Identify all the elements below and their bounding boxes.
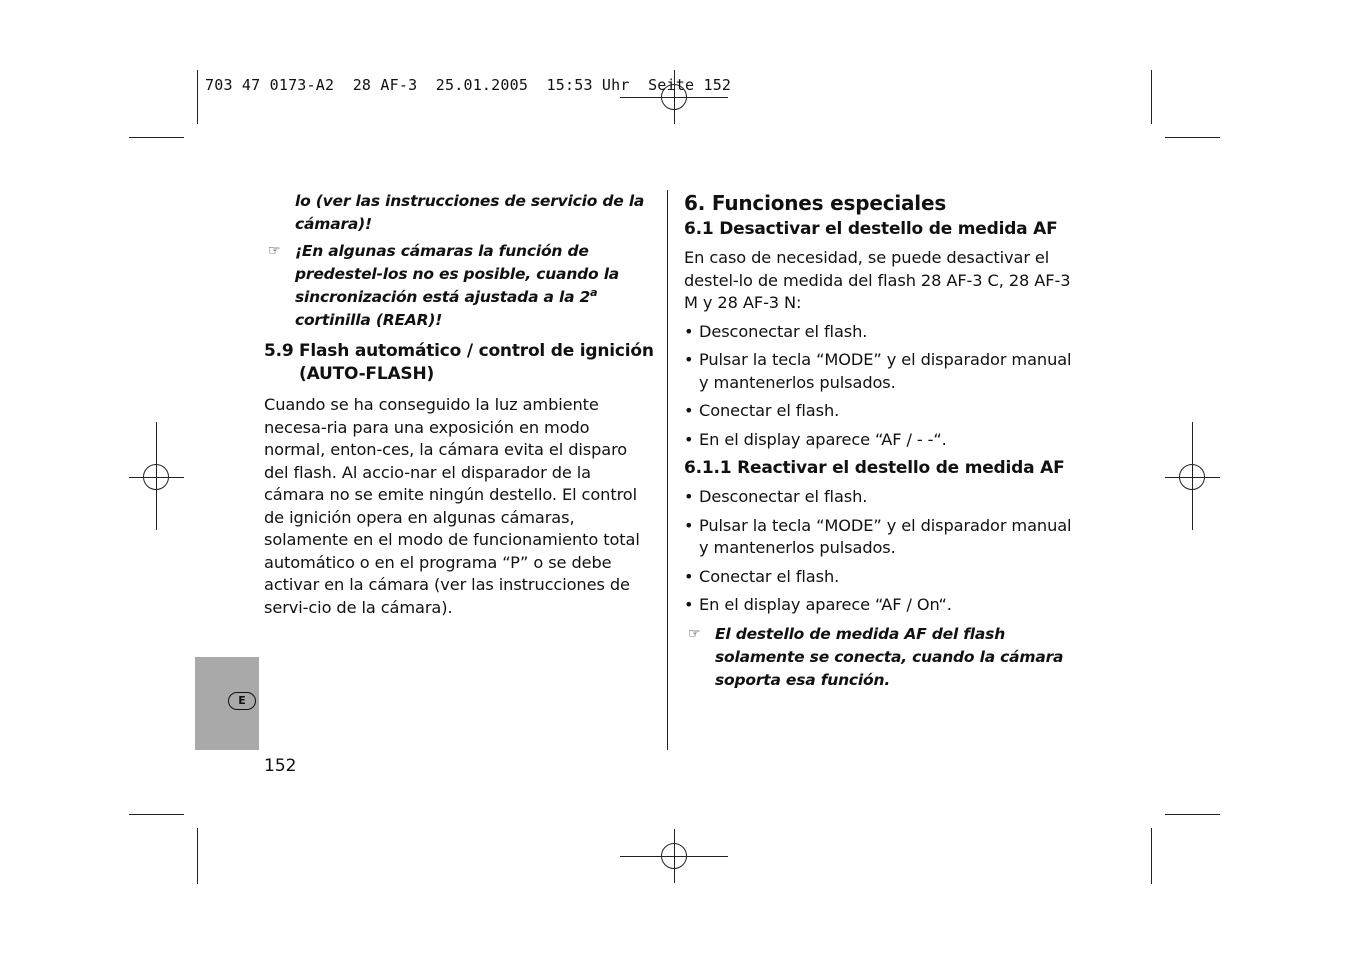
list-item: • Pulsar la tecla “MODE” y el disparador manual y mantenerlos pulsados.: [684, 350, 1072, 392]
left-column: [264, 190, 654, 619]
list-item: • En el display aparece “AF / On“.: [684, 595, 952, 614]
column-divider: [667, 190, 668, 750]
list-item: • Desconectar el flash.: [684, 321, 868, 341]
page-number: 152: [264, 756, 297, 776]
registration-circle: [143, 464, 169, 490]
note-predestellos: [264, 240, 654, 332]
crop-mark: [129, 814, 184, 815]
crop-mark: [1151, 828, 1152, 884]
note-continuation: lo (ver las instrucciones de servicio de la cámara)!: [295, 192, 645, 233]
section-number: 5.9: [264, 341, 294, 361]
right-column: [684, 190, 1074, 692]
chapter-heading: 6. Funciones especiales: [684, 191, 947, 215]
registration-circle: [1179, 464, 1205, 490]
intro-paragraph: En caso de necesidad, se puede desactivar el destel-lo de medida del flash 28 AF-3 C, 28 AF-3 M y 28 AF-3 N:: [684, 248, 1071, 312]
registration-circle: [661, 843, 687, 869]
crop-mark: [1151, 70, 1152, 124]
list-item: • Conectar el flash.: [684, 566, 840, 586]
crop-mark: [1165, 137, 1220, 138]
list-item: • Desconectar el flash.: [684, 487, 868, 506]
section-heading-6-1-1: 6.1.1 Reactivar el destello de medida AF: [684, 458, 1065, 478]
list-item: • Pulsar la tecla “MODE” y el disparador manual y mantenerlos pulsados.: [684, 515, 1072, 557]
crop-mark: [1165, 814, 1220, 815]
list-item: • Conectar el flash.: [684, 401, 840, 420]
language-badge: E: [228, 692, 256, 710]
pointing-hand-icon: ☞: [268, 243, 281, 259]
print-slug: 703 47 0173-A2 28 AF-3 25.01.2005 15:53 Uhr Seite 152: [205, 76, 732, 94]
note-text: ¡En algunas cámaras la función de predestel-los no es posible, cuando la sincronización está ajustada a la 2: [295, 242, 620, 306]
crop-mark: [129, 137, 184, 138]
section-title: Flash automático / control de ignición (AUTO-FLASH): [299, 341, 654, 384]
note-text-end: cortinilla (REAR)!: [295, 311, 443, 329]
crop-mark: [197, 828, 198, 884]
list-item: • En el display aparece “AF / - -“.: [684, 429, 947, 449]
note-text: El destello de medida AF del flash solamente se conecta, cuando la cámara soporta esa función.: [715, 624, 1064, 689]
bullet-list-b: [684, 486, 1074, 617]
crop-mark: [197, 70, 198, 124]
note-af-light: [684, 623, 1074, 692]
superscript: a: [590, 285, 598, 299]
bullet-list-a: [684, 321, 1074, 452]
section-heading-6-1: 6.1 Desactivar el destello de medida AF: [684, 219, 1058, 239]
section-heading-5-9: [264, 340, 654, 386]
section-paragraph: Cuando se ha conseguido la luz ambiente necesa-ria para una exposición en modo normal, enton-ces, la cámara evita el disparo del flash. Al accio-nar el disparador de la cámara no se emite ningún destello. El control de ignición opera en algunas cámaras, solamente en el modo de funcionamiento total automático o en el programa “P” o se debe activar en la cámara (ver las instrucciones de servi-cio de la cámara).: [264, 395, 640, 617]
pointing-hand-icon: ☞: [688, 625, 701, 642]
